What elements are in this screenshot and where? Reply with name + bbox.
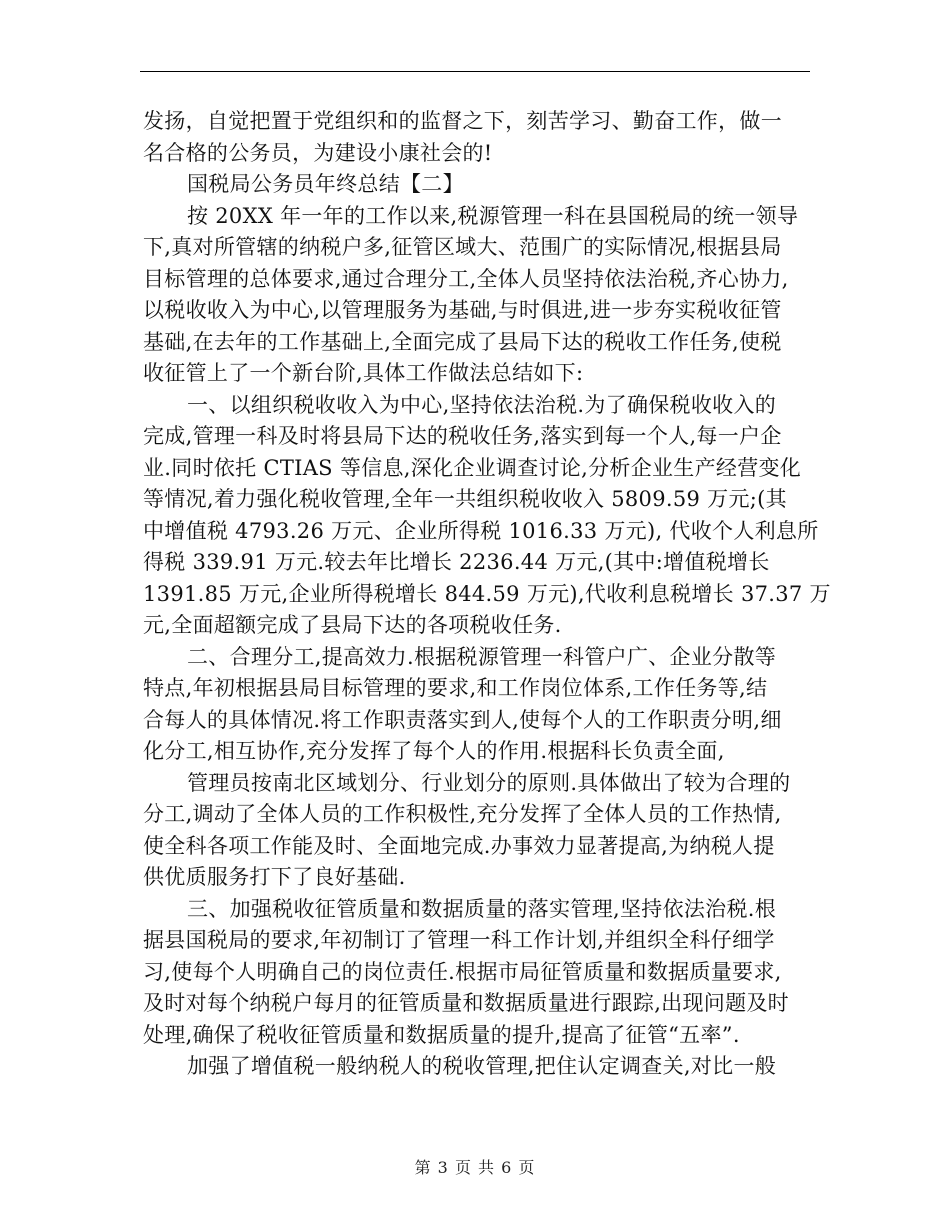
text-line: 按 20XX 年一年的工作以来,税源管理一科在县国税局的统一领导 xyxy=(187,203,799,228)
text-line: 习,使每个人明确自己的岗位责任.根据市局征管质量和数据质量要求, xyxy=(143,959,782,984)
text-line: 三、加强税收征管质量和数据质量的落实管理,坚持依法治税.根 xyxy=(187,896,777,921)
header-rule xyxy=(140,71,810,72)
text-line: 业.同时依托 CTIAS 等信息,深化企业调查讨论,分析企业生产经营变化 xyxy=(143,455,802,480)
section-heading: 国税局公务员年终总结【二】 xyxy=(187,172,464,196)
text-line: 1391.85 万元,企业所得税增长 844.59 万元),代收利息税增长 37.37 万 xyxy=(143,581,831,606)
text-line: 中增值税 4793.26 万元、企业所得税 1016.33 万元), 代收个人利息所 xyxy=(143,518,819,543)
text-line: 化分工,相互协作,充分发挥了每个人的作用.根据科长负责全面, xyxy=(143,739,725,763)
text-line: 据县国税局的要求,年初制订了管理一科工作计划,并组织全科仔细学 xyxy=(143,928,775,952)
text-line: 合每人的具体情况.将工作职责落实到人,使每个人的工作职责分明,细 xyxy=(143,707,782,732)
text-line: 下,真对所管辖的纳税户多,征管区域大、范围广的实际情况,根据县局 xyxy=(143,235,782,259)
body-text xyxy=(143,106,831,1083)
text-line: 使全科各项工作能及时、全面地完成.办事效力显著提高,为纳税人提 xyxy=(143,833,775,858)
text-line: 供优质服务打下了良好基础. xyxy=(143,865,406,889)
text-line: 发扬，自觉把置于党组织和的监督之下，刻苦学习、勤奋工作，做一 xyxy=(143,109,782,133)
text-line: 加强了增值税一般纳税人的税收管理,把住认定调查关,对比一般 xyxy=(187,1054,777,1078)
text-line: 等情况,着力强化税收管理,全年一共组织税收收入 5809.59 万元;(其 xyxy=(143,487,787,511)
text-line: 得税 339.91 万元.较去年比增长 2236.44 万元,(其中:增值税增长 xyxy=(143,550,770,574)
text-line: 完成,管理一科及时将县局下达的税收任务,落实到每一个人,每一户企 xyxy=(143,424,782,448)
page-number-footer: 第 3 页 共 6 页 xyxy=(414,1158,536,1177)
text-line: 目标管理的总体要求,通过合理分工,全体人员坚持依法治税,齐心协力, xyxy=(143,266,789,291)
text-line: 基础,在去年的工作基础上,全面完成了县局下达的税收工作任务,使税 xyxy=(143,329,782,354)
text-line: 元,全面超额完成了县局下达的各项税收任务. xyxy=(143,613,562,637)
text-line: 一、以组织税收收入为中心,坚持依法治税.为了确保税收收入的 xyxy=(187,392,777,417)
text-line: 二、合理分工,提高效力.根据税源管理一科管户广、企业分散等 xyxy=(187,644,777,669)
text-line: 及时对每个纳税户每月的征管质量和数据质量进行跟踪,出现问题及时 xyxy=(143,991,789,1015)
text-line: 处理,确保了税收征管质量和数据质量的提升,提高了征管“五率”. xyxy=(143,1022,740,1047)
text-line: 收征管上了一个新台阶,具体工作做法总结如下: xyxy=(143,361,584,385)
text-line: 特点,年初根据县局目标管理的要求,和工作岗位体系,工作任务等,结 xyxy=(143,676,768,700)
text-line: 分工,调动了全体人员的工作积极性,充分发挥了全体人员的工作热情, xyxy=(143,802,782,826)
text-line: 名合格的公务员，为建设小康社会的! xyxy=(143,140,493,165)
text-line: 以税收收入为中心,以管理服务为基础,与时俱进,进一步夯实税收征管 xyxy=(143,298,782,322)
text-line: 管理员按南北区域划分、行业划分的原则.具体做出了较为合理的 xyxy=(187,770,791,795)
